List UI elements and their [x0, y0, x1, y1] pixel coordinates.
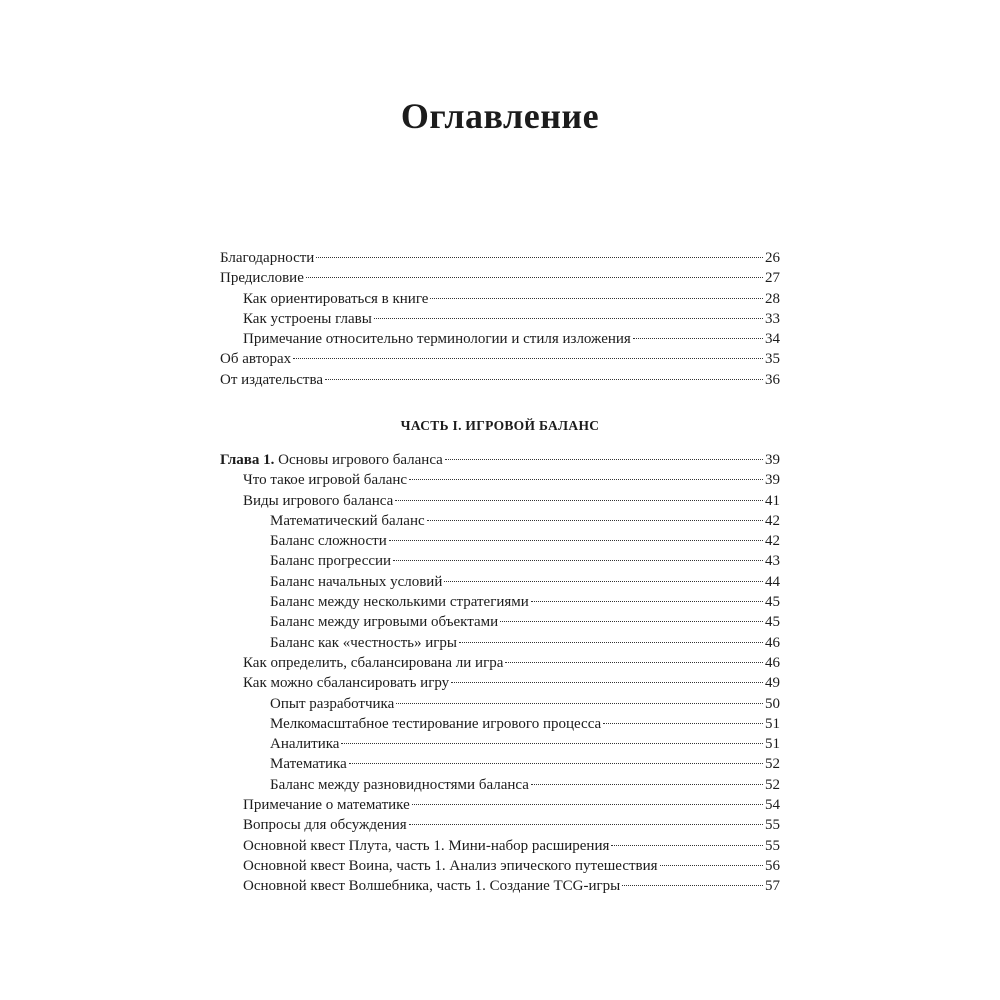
- toc-page-number: 54: [765, 797, 780, 814]
- toc-entry-label: Как ориентироваться в книге: [243, 290, 429, 307]
- dot-leader: [396, 703, 763, 704]
- dot-leader: [611, 845, 763, 846]
- toc-page-number: 43: [765, 553, 780, 570]
- toc-page-number: 28: [765, 290, 780, 307]
- toc-entry[interactable]: [220, 856, 780, 876]
- dot-leader: [393, 560, 763, 561]
- toc-entry-label: Основной квест Плута, часть 1. Мини-набор расширения: [243, 837, 610, 854]
- toc-page-number: 45: [765, 614, 780, 631]
- toc-entry-label: Баланс между игровыми объектами: [270, 614, 499, 631]
- toc-entry-label: Баланс между несколькими стратегиями: [270, 594, 529, 611]
- dot-leader: [412, 804, 763, 805]
- toc-entry-label: Основной квест Воина, часть 1. Анализ эпического путешествия: [243, 857, 658, 874]
- dot-leader: [374, 318, 763, 319]
- toc-entry-label: Мелкомасштабное тестирование игрового процесса: [270, 715, 602, 732]
- toc-page-number: 51: [765, 736, 780, 753]
- dot-leader: [451, 682, 763, 683]
- dot-leader: [306, 277, 763, 278]
- dot-leader: [293, 358, 763, 359]
- toc-page-number: 42: [765, 512, 780, 529]
- front-matter-list: [220, 248, 780, 390]
- chapter-label: [220, 450, 443, 470]
- toc-entry[interactable]: [220, 836, 780, 856]
- toc-page-number: 52: [765, 756, 780, 773]
- toc-page-number: 50: [765, 695, 780, 712]
- toc-page-number: 34: [765, 331, 780, 348]
- toc-entry[interactable]: [220, 815, 780, 835]
- toc-entry-label: Баланс прогрессии: [270, 553, 392, 570]
- toc-page-number: 41: [765, 492, 780, 509]
- toc-entry-label: Математика: [270, 756, 347, 773]
- toc-entry-label: Предисловие: [220, 270, 304, 287]
- toc-entry[interactable]: [220, 491, 780, 511]
- dot-leader: [395, 500, 763, 501]
- toc-page-number: 52: [765, 776, 780, 793]
- dot-leader: [660, 865, 763, 866]
- toc-page-number: 51: [765, 715, 780, 732]
- dot-leader: [341, 743, 763, 744]
- dot-leader: [389, 540, 763, 541]
- page-title: Оглавление: [400, 96, 600, 136]
- toc-page-number: 55: [765, 837, 780, 854]
- toc-entry-label: Баланс между разновидностями баланса: [270, 776, 529, 793]
- toc-entry[interactable]: [220, 633, 780, 653]
- toc-page-number: 27: [765, 270, 780, 287]
- dot-leader: [531, 601, 763, 602]
- toc-entry[interactable]: [220, 775, 780, 795]
- chapter-title: Основы игрового баланса: [278, 452, 443, 468]
- dot-leader: [459, 642, 763, 643]
- toc-page-number: 39: [765, 472, 780, 489]
- toc-page-number: 46: [765, 634, 780, 651]
- toc-entry-label: Примечание относительно терминологии и стиля изложения: [243, 331, 631, 348]
- toc-entry[interactable]: [220, 876, 780, 896]
- dot-leader: [349, 763, 763, 764]
- toc-entry-label: От издательства: [220, 371, 324, 388]
- dot-leader: [531, 784, 763, 785]
- toc-page-number: 56: [765, 857, 780, 874]
- toc-entry[interactable]: [220, 268, 780, 288]
- toc-page-number: 55: [765, 817, 780, 834]
- toc-entry[interactable]: [220, 754, 780, 774]
- toc-entry-label: Вопросы для обсуждения: [243, 817, 407, 834]
- toc-entry[interactable]: [220, 329, 780, 349]
- dot-leader: [316, 257, 763, 258]
- toc-page-number: 33: [765, 310, 780, 327]
- dot-leader: [622, 885, 763, 886]
- toc-entry[interactable]: [220, 551, 780, 571]
- toc-page-number: 49: [765, 675, 780, 692]
- toc-entry[interactable]: [220, 511, 780, 531]
- toc-entry[interactable]: [220, 370, 780, 390]
- dot-leader: [444, 581, 763, 582]
- toc-entry-label: Виды игрового баланса: [243, 492, 394, 509]
- toc-entry[interactable]: [220, 714, 780, 734]
- toc-page-number: 46: [765, 654, 780, 671]
- toc-page-number: 42: [765, 533, 780, 550]
- toc-page-number: 26: [765, 250, 780, 266]
- toc-entry[interactable]: [220, 248, 780, 268]
- toc-entry[interactable]: [220, 309, 780, 329]
- chapter-page-number: 39: [765, 452, 780, 468]
- toc-entry-label: Аналитика: [270, 736, 340, 753]
- toc-entry[interactable]: [220, 349, 780, 369]
- toc-page-number: 57: [765, 878, 780, 895]
- toc-entry-label: Как устроены главы: [243, 310, 372, 327]
- toc-entry-label: Баланс как «честность» игры: [270, 634, 457, 651]
- chapter-1-list: [220, 450, 780, 897]
- dot-leader: [500, 621, 763, 622]
- dot-leader: [325, 379, 763, 380]
- chapter-1-entry[interactable]: [220, 450, 780, 470]
- toc-entry[interactable]: [220, 470, 780, 490]
- toc-entry[interactable]: [220, 531, 780, 551]
- dot-leader: [633, 338, 763, 339]
- chapter-prefix: Глава 1.: [220, 452, 275, 468]
- dot-leader: [427, 520, 763, 521]
- toc-entry[interactable]: [220, 612, 780, 632]
- toc-page-number: 36: [765, 371, 780, 388]
- toc-entry[interactable]: [220, 694, 780, 714]
- toc-page-number: 35: [765, 351, 780, 368]
- dot-leader: [445, 459, 763, 460]
- toc-entry-label: Как определить, сбалансирована ли игра: [243, 654, 504, 671]
- dot-leader: [430, 298, 763, 299]
- toc-entry-label: Баланс начальных условий: [270, 573, 443, 590]
- toc-entry[interactable]: [220, 673, 780, 693]
- toc-entry-label: Благодарности: [220, 250, 315, 266]
- toc-entry-label: Баланс сложности: [270, 533, 387, 550]
- dot-leader: [409, 824, 763, 825]
- toc-entry-label: Примечание о математике: [243, 797, 410, 814]
- toc-entry-label: Опыт разработчика: [270, 695, 395, 712]
- toc-entry-label: Математический баланс: [270, 512, 425, 529]
- part-heading: ЧАСТЬ I. ИГРОВОЙ БАЛАНС: [400, 418, 600, 433]
- toc-entry-label: Как можно сбалансировать игру: [243, 675, 450, 692]
- toc-page-number: 45: [765, 594, 780, 611]
- toc-entry[interactable]: [220, 653, 780, 673]
- toc-entry[interactable]: [220, 289, 780, 309]
- dot-leader: [603, 723, 763, 724]
- toc-entry[interactable]: [220, 572, 780, 592]
- toc-page-number: 44: [765, 573, 780, 590]
- toc-entry-label: Основной квест Волшебника, часть 1. Создание TCG-игры: [243, 878, 621, 895]
- dot-leader: [505, 662, 763, 663]
- toc-entry[interactable]: [220, 734, 780, 754]
- toc-entry[interactable]: [220, 592, 780, 612]
- toc-entry-label: Что такое игровой баланс: [243, 472, 408, 489]
- toc-entry-label: Об авторах: [220, 351, 292, 368]
- dot-leader: [409, 479, 763, 480]
- toc-entry[interactable]: [220, 795, 780, 815]
